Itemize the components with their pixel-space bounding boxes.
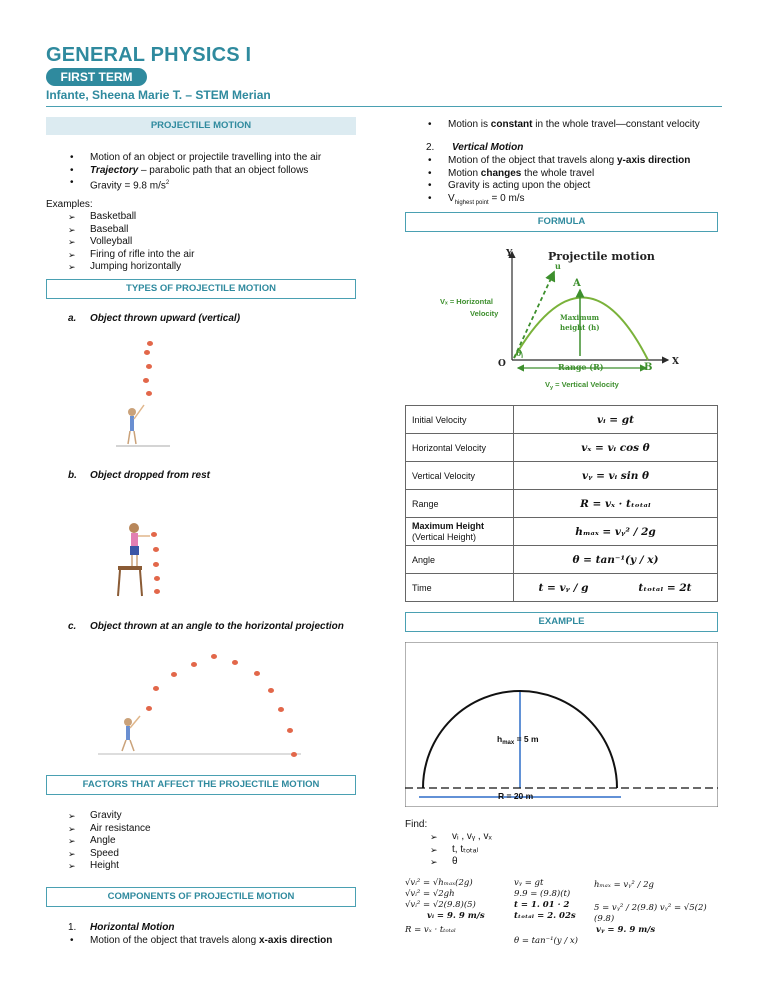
hmax-label: $h_{max} = 5$ m — [497, 734, 539, 746]
illustration-dropped-from-rest — [108, 512, 178, 602]
section-heading-types: TYPES OF PROJECTILE MOTION — [46, 279, 356, 299]
horizontal-motion-bullets — [68, 935, 368, 948]
u-label: u — [555, 261, 561, 271]
list-item: ➢ Volleyball — [68, 236, 348, 249]
row-label: Range — [406, 490, 514, 518]
examples-list — [68, 211, 348, 274]
projectile-diagram — [430, 242, 700, 392]
formula-table — [405, 405, 718, 602]
vx-label: Vₓ = Horizontal — [440, 297, 493, 306]
range-value-label: R = 20 m — [498, 791, 534, 801]
initial-velocity-vector — [514, 272, 554, 358]
list-item: ➢ Firing of rifle into the air — [68, 249, 348, 262]
vertical-motion-title: Vertical Motion — [452, 142, 524, 153]
apex-label: A — [573, 278, 581, 289]
solution-column-1 — [405, 878, 515, 936]
math-line: hₘₐₓ = vᵧ² / 2g — [594, 880, 654, 890]
type-b-letter: b. — [68, 470, 77, 481]
horizontal-motion-title: Horizontal Motion — [90, 922, 175, 933]
math-line: 9.9 = (9.8)(t) — [514, 889, 571, 899]
term-badge: FIRST TERM — [46, 68, 147, 86]
illustration-vertical-throw — [110, 335, 180, 453]
math-line: √vᵢ² = √2gh — [405, 889, 455, 899]
examples-label: Examples: — [46, 199, 93, 210]
girl-angled-throw-icon — [96, 648, 306, 760]
list-item: ➢ θ — [430, 856, 630, 869]
table-row — [406, 406, 718, 434]
math-line: tₜₒₜₐₗ = 2. 02s — [514, 911, 576, 921]
row-formula: vᵧ = vᵢ sin θ — [514, 462, 718, 490]
projectile-bullets — [68, 152, 368, 193]
origin-label: O — [498, 359, 506, 369]
girl-on-stool-icon — [108, 512, 178, 602]
type-c-label: Object thrown at an angle to the horizontal projection — [90, 621, 344, 632]
vx-label-2: Velocity — [470, 309, 499, 318]
solution-column-2 — [514, 878, 594, 947]
solution-column-3 — [594, 880, 718, 936]
row-label: Time — [406, 574, 514, 602]
list-item: ➢ vᵢ , vᵧ , vₓ — [430, 831, 630, 844]
factors-list — [68, 810, 348, 873]
x-axis-label: X — [672, 357, 679, 367]
list-item: ➢ Angle — [68, 835, 348, 848]
list-item: ➢ t, tₜₒₜₐₗ — [430, 844, 630, 857]
diagram-title: Projectile motion — [548, 250, 655, 263]
row-label: Maximum Height (Vertical Height) — [406, 518, 514, 546]
table-row — [406, 490, 718, 518]
row-formula: R = vₓ · tₜₒₜₐₗ — [514, 490, 718, 518]
list-item: • Trajectory – parabolic path that an object follows — [68, 165, 368, 178]
table-row — [406, 546, 718, 574]
list-item: ➢ Air resistance — [68, 823, 348, 836]
horizontal-motion-bullets-cont — [426, 119, 726, 132]
list-item: • Motion of an object or projectile travelling into the air — [68, 152, 368, 165]
math-line: vᵧ = gt — [514, 878, 544, 888]
section-heading-factors: FACTORS THAT AFFECT THE PROJECTILE MOTION — [46, 775, 356, 795]
row-label: Initial Velocity — [406, 406, 514, 434]
list-item: ➢ Baseball — [68, 224, 348, 237]
list-item: ➢ Height — [68, 860, 348, 873]
list-item: ➢ Basketball — [68, 211, 348, 224]
row-formula: θ = tan⁻¹(y / x) — [514, 546, 718, 574]
math-line: √vᵢ² = √2(9.8)(5) — [405, 900, 476, 910]
math-line: θ = tan⁻¹(y / x) — [514, 936, 578, 946]
row-formula-2: tₜₒₜₐₗ = 2t — [613, 574, 718, 602]
type-a-letter: a. — [68, 313, 77, 324]
vertical-motion-bullets — [426, 155, 726, 209]
table-row — [406, 518, 718, 546]
list-item: • Motion of the object that travels along x-axis direction — [68, 935, 368, 948]
math-line: √vᵢ² = √hₘₐₓ(2g) — [405, 878, 473, 888]
list-item: ➢ Speed — [68, 848, 348, 861]
row-formula: vᵢ = gt — [514, 406, 718, 434]
list-item: ➢ Gravity — [68, 810, 348, 823]
row-label: Vertical Velocity — [406, 462, 514, 490]
row-formula: hₘₐₓ = vᵧ² / 2g — [514, 518, 718, 546]
diagram-frame — [405, 642, 718, 807]
list-item: • Motion is constant in the whole travel—constant velocity — [426, 119, 726, 132]
row-formula: vₓ = vᵢ cos θ — [514, 434, 718, 462]
math-line: 5 = vᵧ² / 2(9.8) vᵧ² = √5(2)(9.8) — [594, 903, 707, 924]
section-heading-example: EXAMPLE — [405, 612, 718, 632]
type-a-label: Object thrown upward (vertical) — [90, 313, 241, 324]
table-row — [406, 462, 718, 490]
list-item: • Gravity = 9.8 $m/s^2$ — [68, 177, 368, 193]
table-row — [406, 574, 718, 602]
math-line: vᵧ = 9. 9 m/s — [596, 925, 656, 935]
page-title: GENERAL PHYSICS I — [46, 44, 252, 66]
row-label: Angle — [406, 546, 514, 574]
find-label: Find: — [405, 819, 428, 830]
list-item: • Motion changes the whole travel — [426, 168, 726, 181]
illustration-angled-throw — [96, 648, 306, 760]
range-label: Range (R) — [558, 362, 604, 372]
math-line: vᵢ = 9. 9 m/s — [427, 911, 485, 921]
theta-label: θ — [516, 348, 522, 358]
section-heading-projectile: PROJECTILE MOTION — [46, 117, 356, 135]
author-line: Infante, Sheena Marie T. – STEM Merian — [46, 88, 271, 102]
list-item: • Gravity is acting upon the object — [426, 180, 726, 193]
landing-label: B — [644, 362, 653, 373]
type-b-label: Object dropped from rest — [90, 470, 211, 481]
math-line: t = 1. 01 · 2 — [514, 900, 570, 910]
max-height-label: Maximum — [560, 313, 600, 322]
list-item: ➢ Jumping horizontally — [68, 261, 348, 274]
section-heading-formula: FORMULA — [405, 212, 718, 232]
horizontal-number: 1. — [68, 922, 77, 933]
example-diagram — [405, 642, 718, 807]
header-divider — [46, 106, 722, 107]
math-line: R = vₓ · tₜₒₜₐₗ — [405, 925, 456, 935]
section-heading-components: COMPONENTS OF PROJECTILE MOTION — [46, 887, 356, 907]
max-height-label-2: height (h) — [560, 323, 600, 332]
list-item: • $V_{highest point} = 0$ m/s — [426, 193, 726, 210]
vertical-number: 2. — [426, 142, 435, 153]
vy-label: $V_y$ = Vertical Velocity — [545, 380, 619, 391]
girl-throwing-icon — [110, 335, 180, 453]
table-row — [406, 434, 718, 462]
find-list — [430, 831, 630, 869]
list-item: • Motion of the object that travels along y-axis direction — [426, 155, 726, 168]
row-label: Horizontal Velocity — [406, 434, 514, 462]
type-c-letter: c. — [68, 621, 77, 632]
row-formula: t = vᵧ / g — [514, 574, 613, 602]
y-axis-label: Y — [506, 249, 513, 259]
